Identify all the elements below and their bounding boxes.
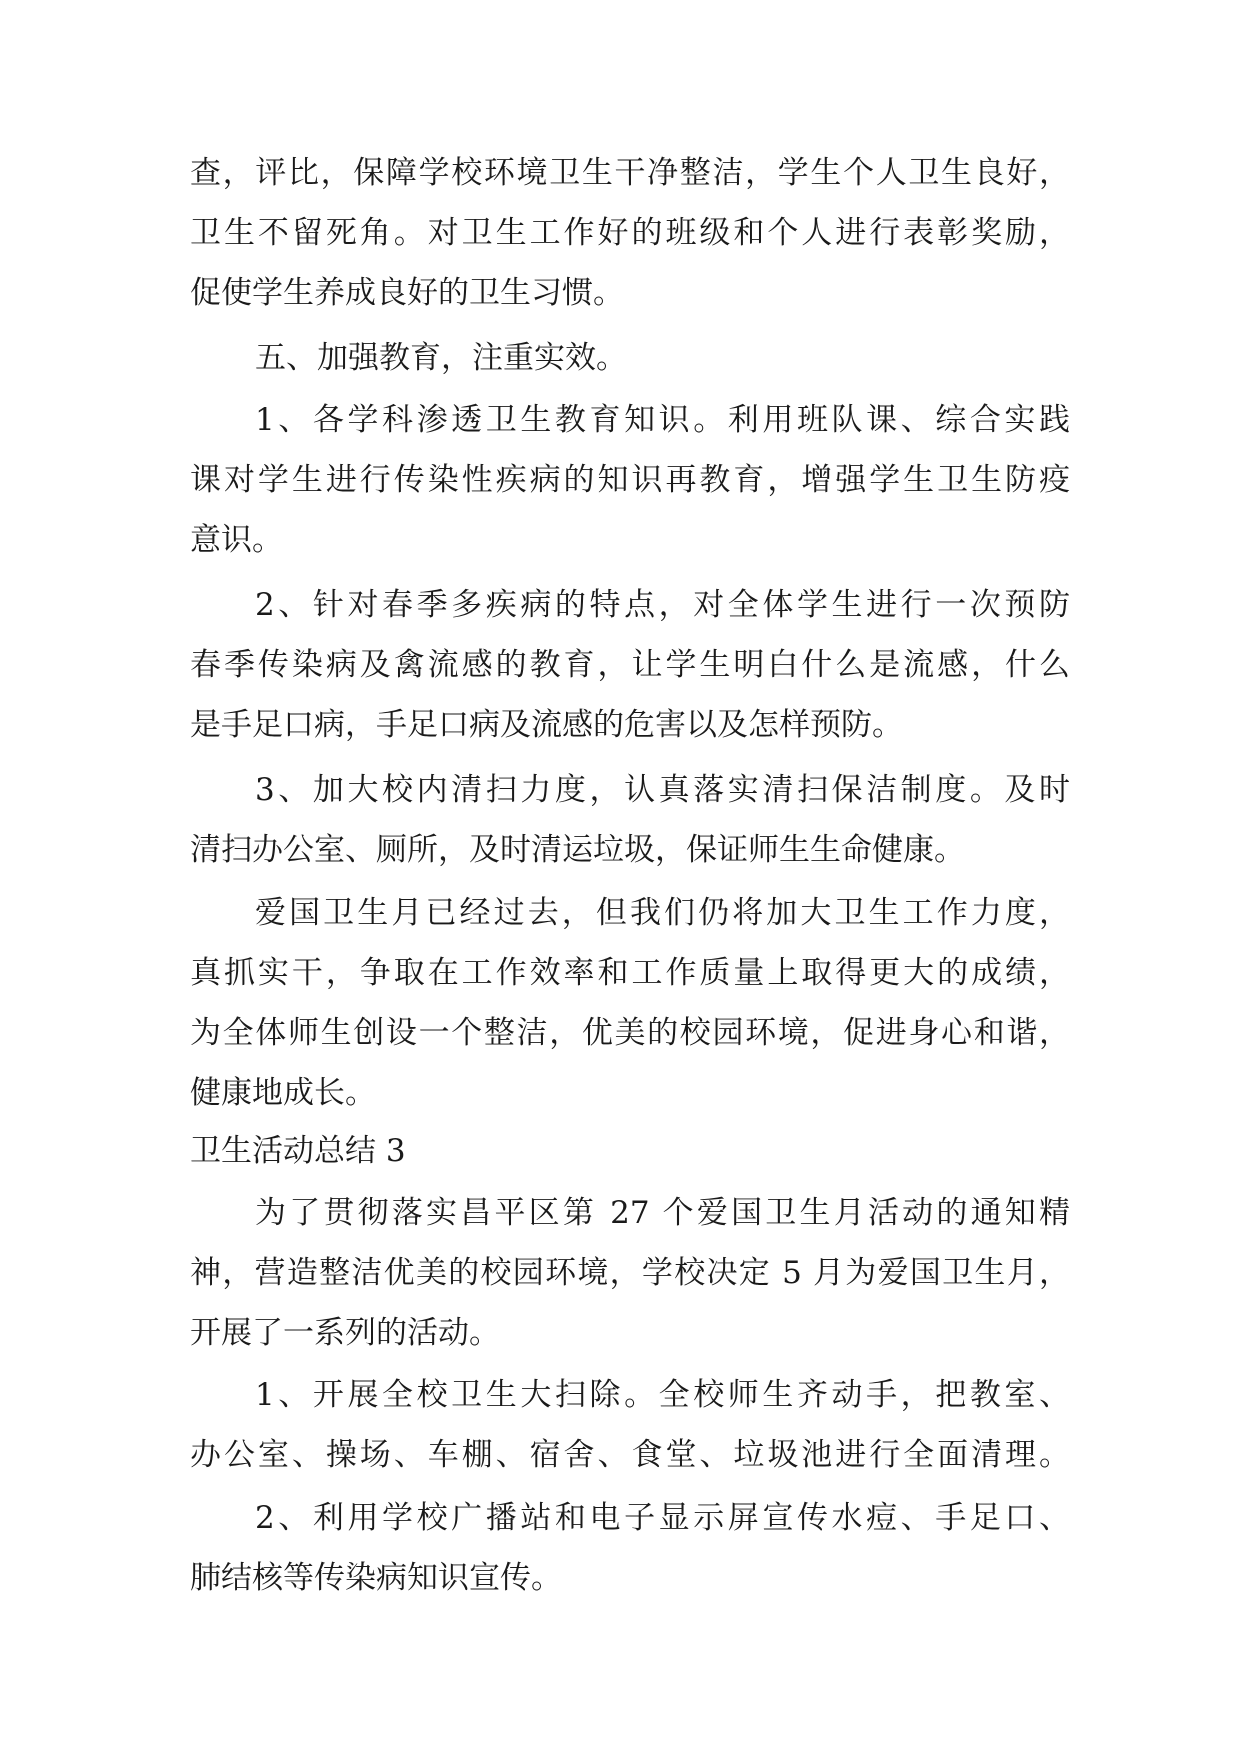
text-line: 爱国卫生月已经过去，但我们仍将加大卫生工作力度， [255, 895, 1070, 931]
text-line: 卫生不留死角。对卫生工作好的班级和个人进行表彰奖励， [190, 215, 1070, 251]
text-line: 清扫办公室、厕所，及时清运垃圾，保证师生生命健康。 [190, 832, 965, 868]
section-title: 卫生活动总结 3 [190, 1133, 406, 1169]
text-line: 是手足口病，手足口病及流感的危害以及怎样预防。 [190, 707, 903, 743]
text-line: 为了贯彻落实昌平区第 27 个爱国卫生月活动的通知精 [255, 1195, 1070, 1231]
text-line: 为全体师生创设一个整洁，优美的校园环境，促进身心和谐， [190, 1015, 1070, 1051]
text-line: 开展了一系列的活动。 [190, 1315, 500, 1351]
text-line: 2、针对春季多疾病的特点，对全体学生进行一次预防 [255, 587, 1070, 623]
section-heading: 五、加强教育，注重实效。 [255, 340, 627, 376]
text-line: 2、利用学校广播站和电子显示屏宣传水痘、手足口、 [255, 1500, 1070, 1536]
text-line: 健康地成长。 [190, 1075, 376, 1111]
text-line: 意识。 [190, 522, 283, 558]
text-line: 促使学生养成良好的卫生习惯。 [190, 275, 624, 311]
text-line: 1、各学科渗透卫生教育知识。利用班队课、综合实践 [255, 402, 1070, 438]
text-line: 真抓实干，争取在工作效率和工作质量上取得更大的成绩， [190, 955, 1070, 991]
text-line: 春季传染病及禽流感的教育，让学生明白什么是流感，什么 [190, 647, 1070, 683]
text-line: 办公室、操场、车棚、宿舍、食堂、垃圾池进行全面清理。 [190, 1437, 1070, 1473]
text-line: 查，评比，保障学校环境卫生干净整洁，学生个人卫生良好， [190, 155, 1070, 191]
text-line: 肺结核等传染病知识宣传。 [190, 1560, 562, 1596]
text-line: 课对学生进行传染性疾病的知识再教育，增强学生卫生防疫 [190, 462, 1070, 498]
text-line: 1、开展全校卫生大扫除。全校师生齐动手，把教室、 [255, 1377, 1070, 1413]
text-line: 神，营造整洁优美的校园环境，学校决定 5 月为爱国卫生月， [190, 1255, 1070, 1291]
text-line: 3、加大校内清扫力度，认真落实清扫保洁制度。及时 [255, 772, 1070, 808]
